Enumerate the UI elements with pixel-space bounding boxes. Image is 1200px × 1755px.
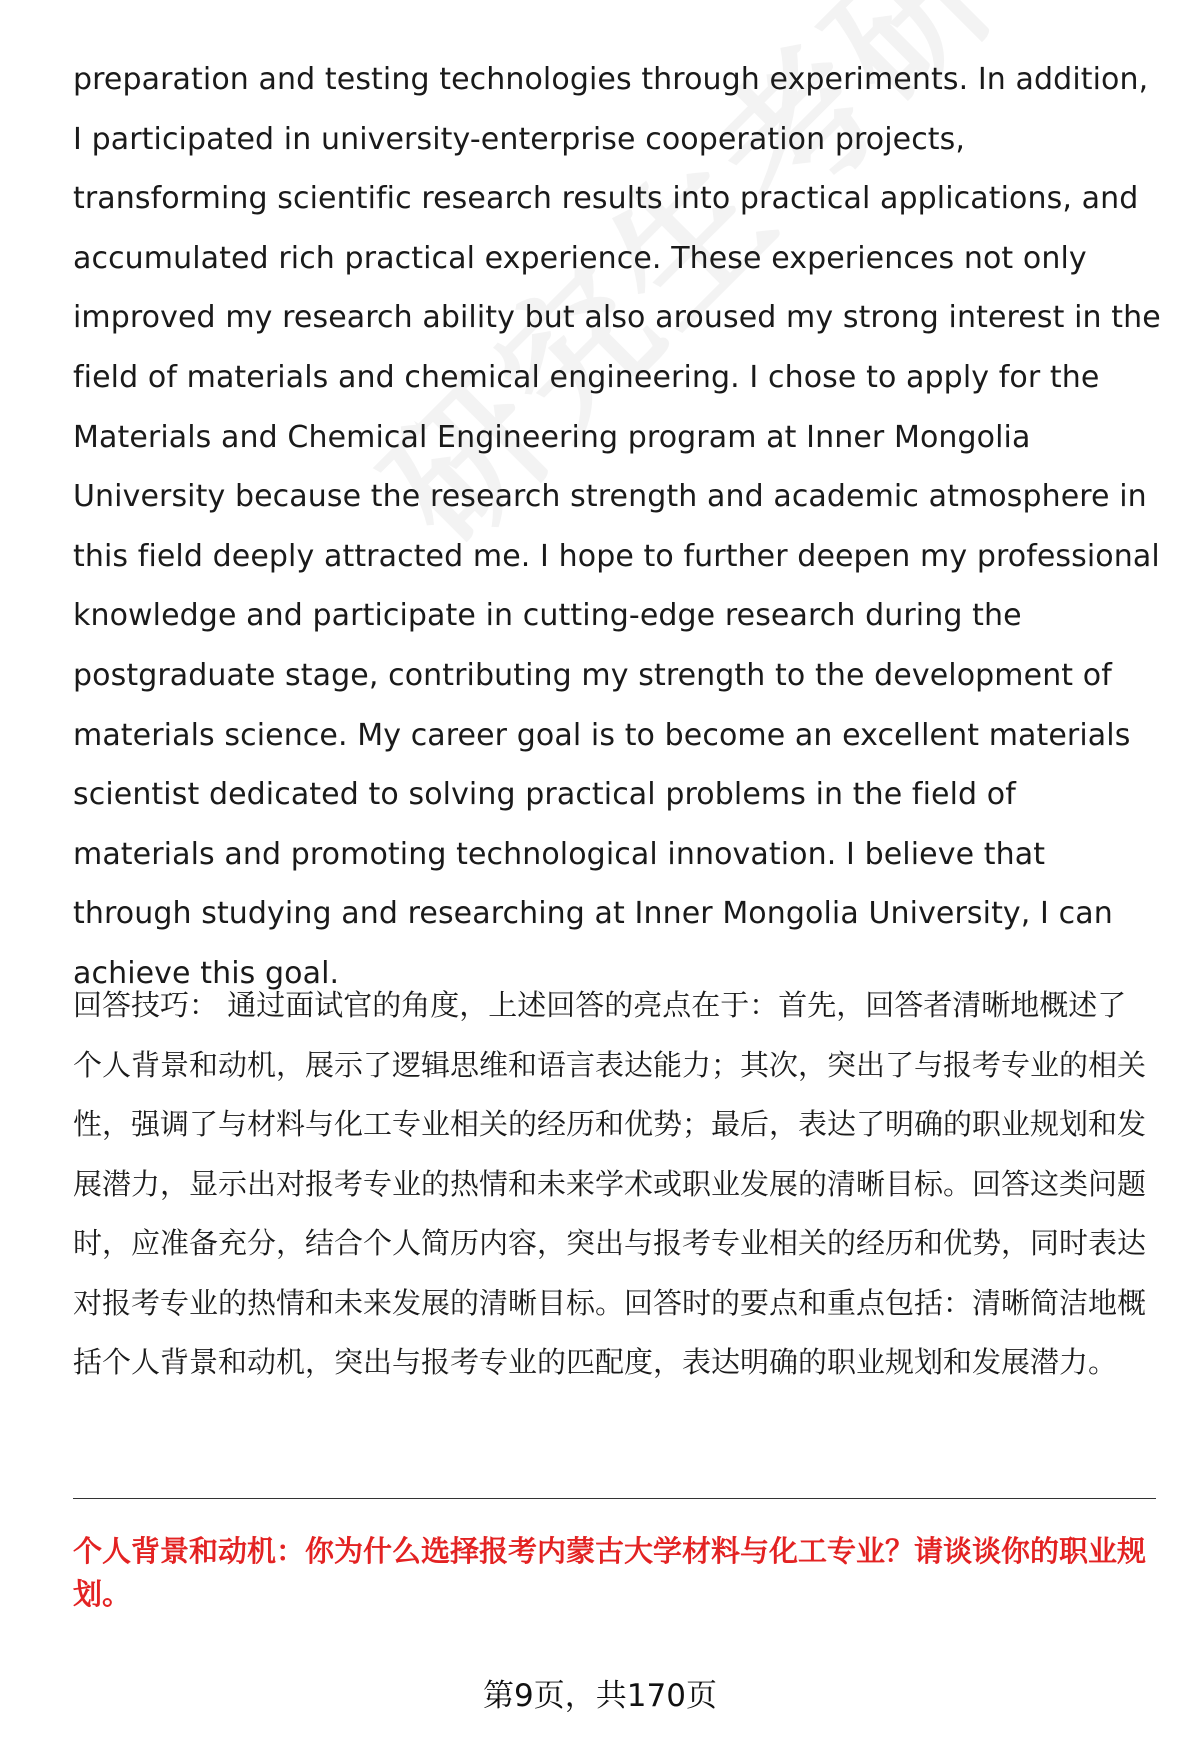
tips-text: 通过面试官的角度，上述回答的亮点在于：首先，回答者清晰地概述了个人背景和动机，展示了逻辑思维和语言表达能力；其次，突出了与报考专业的相关性，强调了与材料与化工专业相关的经历和优势；最后，表达了明确的职业规划和发展潜力，显示出对报考专业的热情和未来学术或职业发展的清晰目标。回答这类问题时，应准备充分，结合个人简历内容，突出与报考专业相关的经历和优势，同时表达对报考专业的热情和未来发展的清晰目标。回答时的要点和重点包括：清晰简洁地概括个人背景和动机，突出与报考专业的匹配度，表达明确的职业规划和发展潜力。 bbox=[73, 988, 1147, 1379]
section-divider bbox=[73, 1498, 1156, 1499]
answer-paragraph-text: preparation and testing technologies through experiments. In addition, I participated in university-enterprise cooperation projects, transforming scientific research results into practical applications, and accumulated rich practical experience. These experiences not only improved my research ability but also aroused my strong interest in the field of materials and chemical engineering. I chose to apply for the Materials and Chemical Engineering program at Inner Mongolia University because the research strength and academic atmosphere in this field deeply attracted me. I hope to further deepen my professional knowledge and participate in cutting-edge research during the postgraduate stage, contributing my strength to the development of materials science. My career goal is to become an excellent materials scientist dedicated to solving practical problems in the field of materials and promoting technological innovation. I believe that through studying and researching at Inner Mongolia University, I can achieve this goal. bbox=[73, 62, 1161, 991]
page-number: 第9页，共170页 bbox=[483, 1678, 717, 1714]
page-footer bbox=[0, 1676, 1200, 1716]
answer-tips bbox=[73, 976, 1153, 1393]
tips-label: 回答技巧： bbox=[73, 988, 219, 1022]
answer-paragraph bbox=[73, 50, 1163, 1004]
interview-question bbox=[73, 1530, 1163, 1616]
question-text: 个人背景和动机：你为什么选择报考内蒙古大学材料与化工专业？请谈谈你的职业规划。 bbox=[73, 1534, 1147, 1611]
